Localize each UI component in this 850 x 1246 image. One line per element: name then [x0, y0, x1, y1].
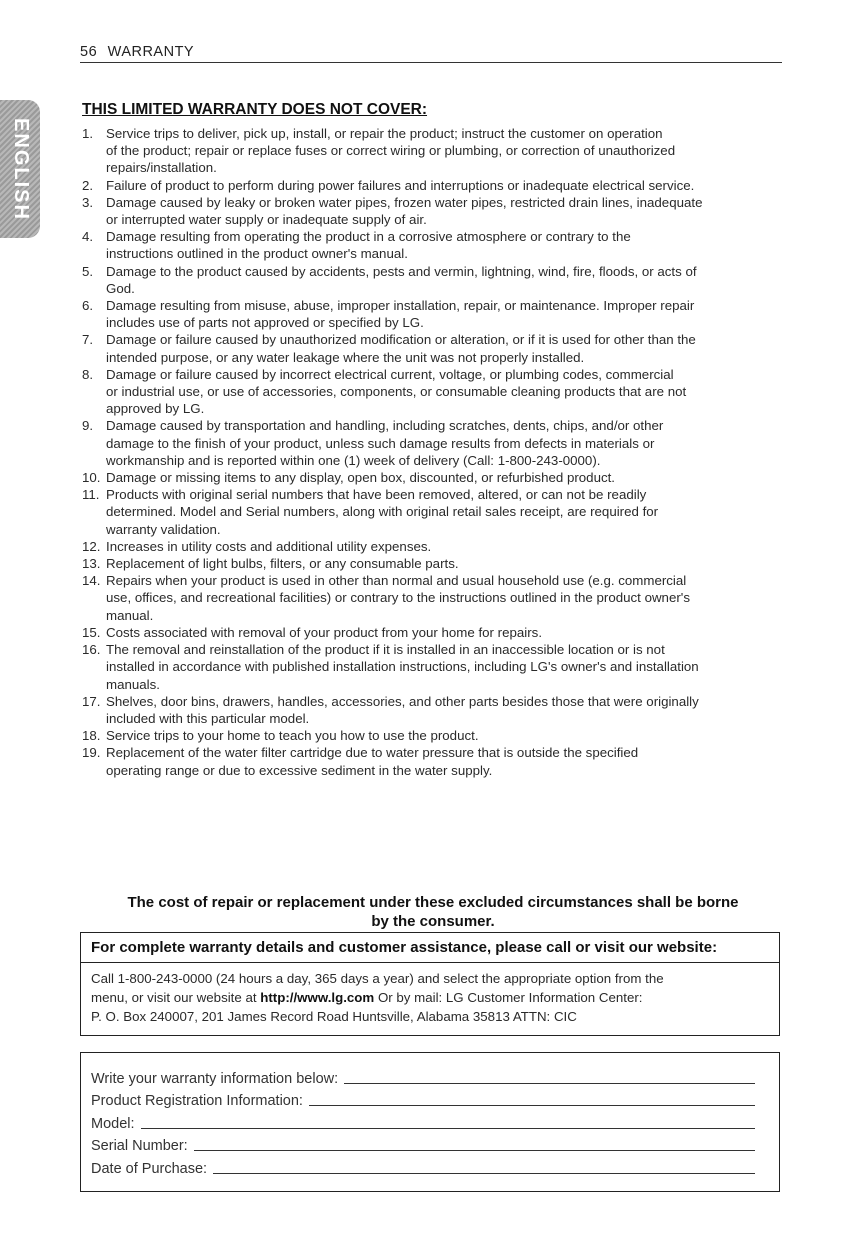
- item-number: 2.: [82, 177, 94, 193]
- consumer-cost-notice: [82, 893, 784, 931]
- exclusion-item: [82, 555, 784, 572]
- exclusion-item: [82, 693, 784, 727]
- item-line: damage to the finish of your product, unless such damage results from defects in materials or: [106, 435, 655, 451]
- exclusion-item: [82, 228, 784, 262]
- item-line: use, offices, and recreational facilities) or contrary to the instructions outlined in the product owner's: [106, 590, 690, 606]
- item-line: Replacement of the water filter cartridge due to water pressure that is outside the specified: [106, 745, 639, 761]
- item-text: [106, 624, 784, 641]
- info-row: [91, 1154, 755, 1177]
- item-line: Damage or failure caused by incorrect electrical current, voltage, or plumbing codes, commercial: [106, 366, 674, 382]
- exclusion-item: [82, 125, 784, 177]
- exclusion-item: [82, 744, 784, 778]
- item-line: Repairs when your product is used in other than normal and usual household use (e.g. commercial: [106, 573, 687, 589]
- notice-line-1: The cost of repair or replacement under these excluded circumstances shall be borne: [127, 894, 739, 911]
- item-number: 4.: [82, 229, 94, 245]
- item-text: [106, 555, 784, 572]
- info-label: Model:: [91, 1115, 135, 1132]
- contact-line-2: [91, 988, 769, 1007]
- item-text: [106, 177, 784, 194]
- item-line: approved by LG.: [106, 401, 205, 417]
- contact-line-3: P. O. Box 240007, 201 James Record Road Huntsville, Alabama 35813 ATTN: CIC: [91, 1009, 577, 1024]
- page-header: [80, 44, 782, 63]
- item-text: [106, 538, 784, 555]
- write-in-line[interactable]: [309, 1105, 755, 1106]
- item-line: instructions outlined in the product owner's manual.: [106, 246, 408, 262]
- item-line: Shelves, door bins, drawers, handles, accessories, and other parts besides those that were originally: [106, 693, 699, 709]
- item-line: Damage caused by leaky or broken water pipes, frozen water pipes, restricted drain lines, inadequate: [106, 194, 703, 210]
- notice-line-2: by the consumer.: [371, 913, 495, 930]
- item-text: [106, 744, 784, 778]
- item-line: installed in accordance with published installation instructions, including LG's owner's and installation: [106, 659, 699, 675]
- item-number: 18.: [82, 728, 101, 744]
- contact-line-2-end: Or by mail: LG Customer Information Center:: [374, 990, 643, 1005]
- item-line: Damage or failure caused by unauthorized modification or alteration, or if it is used for other than the: [106, 332, 696, 348]
- item-line: manual.: [106, 607, 154, 623]
- info-label: Product Registration Information:: [91, 1093, 303, 1109]
- item-text: [106, 572, 784, 624]
- item-number: 9.: [82, 418, 94, 434]
- item-line: operating range or due to excessive sediment in the water supply.: [106, 762, 493, 778]
- item-number: 1.: [82, 126, 94, 141]
- item-line: Service trips to deliver, pick up, install, or repair the product; instruct the customer on operation: [106, 126, 663, 141]
- item-text: [106, 297, 784, 331]
- item-number: 11.: [82, 487, 100, 503]
- item-text: [106, 331, 784, 365]
- item-line: warranty validation.: [106, 521, 221, 537]
- item-line: Replacement of light bulbs, filters, or any consumable parts.: [106, 556, 459, 572]
- warranty-info-form: [80, 1052, 780, 1192]
- item-number: 17.: [82, 693, 101, 709]
- item-line: Products with original serial numbers that have been removed, altered, or can not be readily: [106, 487, 647, 503]
- item-line: Damage caused by transportation and handling, including scratches, dents, chips, and/or other: [106, 418, 664, 434]
- item-text: [106, 228, 784, 262]
- exclusion-item: [82, 194, 784, 228]
- info-row: [91, 1064, 755, 1087]
- item-line: intended purpose, or any water leakage where the unit was not properly installed.: [106, 349, 585, 365]
- item-number: 5.: [82, 263, 94, 279]
- item-number: 15.: [82, 624, 101, 640]
- item-line: workmanship and is reported within one (1) week of delivery (Call: 1-800-243-0000).: [106, 452, 601, 468]
- item-line: of the product; repair or replace fuses or correct wiring or plumbing, or correction of unauthorized: [106, 143, 676, 159]
- info-row: [91, 1109, 755, 1132]
- item-line: included with this particular model.: [106, 710, 310, 726]
- exclusion-item: [82, 469, 784, 486]
- item-text: [106, 727, 784, 744]
- info-label: Date of Purchase:: [91, 1160, 208, 1177]
- item-line: Costs associated with removal of your product from your home for repairs.: [106, 624, 543, 640]
- item-line: Damage resulting from operating the product in a corrosive atmosphere or contrary to the: [106, 229, 631, 245]
- item-text: [106, 194, 784, 228]
- contact-body: [81, 963, 779, 1026]
- item-number: 3.: [82, 194, 94, 210]
- item-line: Failure of product to perform during power failures and interruptions or inadequate electrical service.: [106, 177, 695, 193]
- item-text: [106, 366, 784, 418]
- item-text: [106, 641, 784, 693]
- exclusion-item: [82, 297, 784, 331]
- exclusion-item: [82, 572, 784, 624]
- item-line: manuals.: [106, 676, 160, 692]
- write-in-line[interactable]: [141, 1128, 755, 1129]
- item-line: repairs/installation.: [106, 160, 217, 176]
- item-number: 8.: [82, 366, 94, 382]
- item-number: 10.: [82, 470, 101, 486]
- item-line: God.: [106, 280, 135, 296]
- exclusion-item: [82, 624, 784, 641]
- exclusion-item: [82, 331, 784, 365]
- write-in-line[interactable]: [344, 1083, 755, 1084]
- item-number: 13.: [82, 556, 101, 572]
- item-number: 16.: [82, 642, 101, 658]
- section-title: WARRANTY: [107, 44, 195, 60]
- item-line: The removal and reinstallation of the product if it is installed in an inaccessible location or is not: [106, 642, 665, 658]
- write-in-line[interactable]: [194, 1150, 755, 1151]
- exclusions-list: [82, 125, 784, 779]
- contact-line-2-start: menu, or visit our website at: [91, 990, 261, 1005]
- page-number: 56: [80, 44, 98, 60]
- item-number: 6.: [82, 298, 94, 314]
- language-tab-label: ENGLISH: [9, 117, 32, 221]
- item-text: [106, 469, 784, 486]
- item-line: Damage or missing items to any display, open box, discounted, or refurbished product.: [106, 470, 615, 486]
- item-line: Damage to the product caused by accidents, pests and vermin, lightning, wind, fire, floods, or acts of: [106, 263, 697, 279]
- item-text: [106, 263, 784, 297]
- item-text: [106, 125, 784, 177]
- exclusion-item: [82, 486, 784, 538]
- item-line: or industrial use, or use of accessories, components, or consumable cleaning products that are not: [106, 384, 687, 400]
- exclusion-item: [82, 417, 784, 469]
- item-text: [106, 693, 784, 727]
- item-number: 14.: [82, 573, 101, 589]
- contact-heading: For complete warranty details and customer assistance, please call or visit our website:: [81, 933, 779, 963]
- item-number: 12.: [82, 538, 101, 554]
- info-label: Write your warranty information below:: [91, 1070, 339, 1087]
- item-line: Damage resulting from misuse, abuse, improper installation, repair, or maintenance. Improper repair: [106, 298, 695, 314]
- item-number: 7.: [82, 332, 94, 348]
- exclusion-item: [82, 366, 784, 418]
- page-title: THIS LIMITED WARRANTY DOES NOT COVER:: [82, 101, 428, 118]
- info-label: Serial Number:: [91, 1138, 188, 1154]
- item-line: includes use of parts not approved or specified by LG.: [106, 315, 424, 331]
- exclusion-item: [82, 538, 784, 555]
- item-text: [106, 417, 784, 469]
- website-link[interactable]: http://www.lg.com: [260, 990, 375, 1005]
- language-tab: [0, 100, 40, 238]
- exclusion-item: [82, 727, 784, 744]
- contact-box: [80, 932, 780, 1036]
- exclusion-item: [82, 263, 784, 297]
- item-number: 19.: [82, 745, 101, 761]
- item-text: [106, 486, 784, 538]
- exclusion-item: [82, 641, 784, 693]
- item-line: Increases in utility costs and additional utility expenses.: [106, 538, 432, 554]
- item-line: or interrupted water supply or inadequate supply of air.: [106, 212, 427, 228]
- write-in-line[interactable]: [213, 1173, 755, 1174]
- info-row: [91, 1132, 755, 1155]
- info-row: [91, 1087, 755, 1110]
- contact-line-1: Call 1-800-243-0000 (24 hours a day, 365 days a year) and select the appropriate option from the: [91, 971, 664, 986]
- item-line: determined. Model and Serial numbers, along with original retail sales receipt, are required for: [106, 504, 659, 520]
- item-line: Service trips to your home to teach you how to use the product.: [106, 728, 479, 744]
- exclusion-item: [82, 177, 784, 194]
